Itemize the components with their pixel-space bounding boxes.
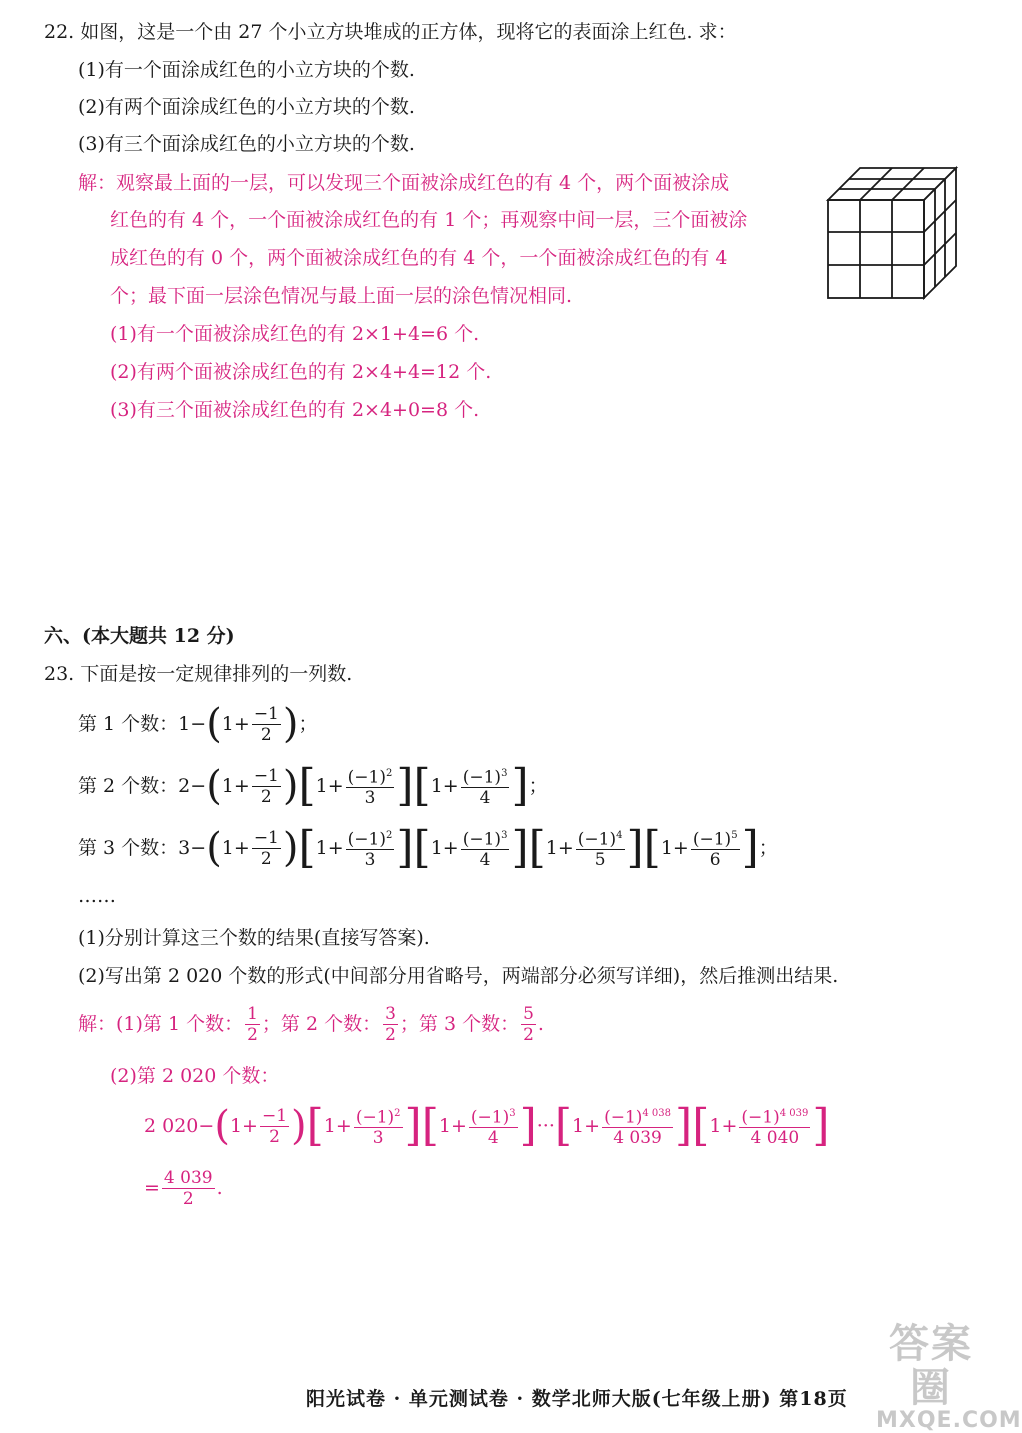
q22-solution-line4: 个；最下面一层涂色情况与最上面一层的涂色情况相同.: [110, 285, 573, 307]
watermark-line1: 答案圈: [889, 1321, 973, 1411]
q22-answer1: (1)有一个面被涂成红色的有 2×1+4=6 个.: [110, 323, 480, 345]
q23-stem: 23. 下面是按一定规律排列的一列数.: [44, 663, 353, 685]
q23-number2: 第 2 个数：2− ( 1+ $\frac{-1}{2}$ ) [ 1+ $\frac{(-1)^2}{3}$ ] [ 1+ $\frac{(-1)^3}{4}$ ] ；: [78, 760, 548, 811]
q22-part1: (1)有一个面涂成红色的小立方块的个数.: [78, 59, 415, 81]
q23-ellipsis: ……: [78, 885, 116, 907]
q22-part3: (3)有三个面涂成红色的小立方块的个数.: [78, 133, 415, 155]
watermark-logo: [876, 1321, 1022, 1433]
q23-solution1: 解：(1)第 1 个数： $\frac{1}{2}$ ；第 2 个数： $\frac{3}{2}$ ；第 3 个数： $\frac{5}{2}$ .: [78, 1003, 544, 1045]
watermark-line2: MXQE.COM: [876, 1408, 1022, 1433]
q23-part1: (1)分别计算这三个数的结果(直接写答案).: [78, 927, 430, 949]
q22-solution-line1: 解：观察最上面的一层，可以发现三个面被涂成红色的有 4 个，两个面被涂成: [78, 172, 730, 194]
q23-solution2-label: (2)第 2 020 个数：: [110, 1065, 280, 1087]
q22-answer2: (2)有两个面被涂成红色的有 2×4+4=12 个.: [110, 361, 492, 383]
q22-solution-line2: 红色的有 4 个，一个面被涂成红色的有 1 个；再观察中间一层，三个面被涂: [110, 209, 748, 231]
page-footer: 阳光试卷 · 单元测试卷 · 数学北师大版(七年级上册) 第18页: [306, 1388, 848, 1410]
q23-part2: (2)写出第 2 020 个数的形式(中间部分用省略号，两端部分必须写详细)，然后推测出结果.: [78, 965, 839, 987]
q23-number3: 第 3 个数：3− ( 1+ $\frac{-1}{2}$ ) [ 1+ $\frac{(-1)^2}{3}$ ] [ 1+ $\frac{(-1)^3}{4}$ ] [ 1+ $\frac{(-1)^4}{5}$ ] [ 1+ $\frac{(-1)^5}{6}$ ] ；: [78, 822, 778, 873]
q23-number1: 第 1 个数：1− ( 1+ $\frac{-1}{2}$ ) ；: [78, 701, 318, 747]
q22-answer3: (3)有三个面被涂成红色的有 2×4+0=8 个.: [110, 399, 480, 421]
q23-solution2-expression: 2 020− ( 1+ $\frac{-1}{2}$ ) [ 1+ $\frac{(-1)^2}{3}$ ] [ 1+ $\frac{(-1)^3}{4}$ ] ··· [ 1+ $\frac{(-1)^{4 038}}{4 039}$ ] [ 1+ $\frac{(-1)^{4 039}}{4 040}$ ]: [144, 1100, 830, 1151]
q22-stem: 22. 如图，这是一个由 27 个小立方块堆成的正方体，现将它的表面涂上红色. 求：: [44, 21, 737, 43]
cube-figure: [826, 166, 960, 302]
section6-title: 六、(本大题共 12 分): [44, 625, 235, 647]
q22-part2: (2)有两个面涂成红色的小立方块的个数.: [78, 96, 415, 118]
q23-solution2-result: = $\frac{4 039}{2}$ .: [144, 1167, 223, 1209]
q22-solution-line3: 成红色的有 0 个，两个面被涂成红色的有 4 个，一个面被涂成红色的有 4: [110, 247, 728, 269]
